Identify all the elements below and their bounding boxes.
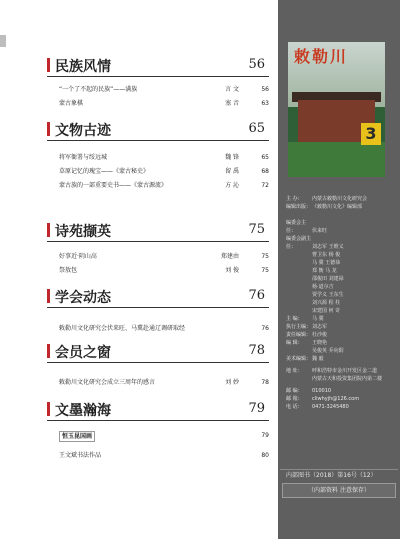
toc-entry[interactable] — [47, 322, 269, 336]
masthead-line — [286, 251, 396, 259]
masthead-value: cliwhyjh@126.com — [312, 396, 360, 402]
entry-title: 敕勒川文化研究会成立三周年的感言 — [59, 379, 156, 386]
entry-page: 63 — [261, 100, 269, 107]
section-page: 76 — [248, 288, 265, 303]
section-header — [47, 221, 269, 242]
section-title: 学会动态 — [55, 290, 111, 306]
entry-page: 80 — [261, 452, 269, 459]
section-header — [47, 342, 269, 363]
masthead-info — [286, 195, 396, 411]
masthead-key: 编 辑： — [286, 340, 303, 346]
masthead-key: 美术编辑： — [286, 356, 312, 362]
entry-author: 言 文 — [225, 86, 239, 93]
section-marker — [47, 223, 50, 237]
masthead-line — [286, 259, 396, 267]
masthead-key: 编委会副主任： — [286, 236, 312, 250]
masthead-key: 电 话： — [286, 404, 303, 410]
masthead-line — [286, 347, 396, 355]
masthead-value: 宋建国 何 奇 — [312, 308, 341, 314]
entry-page: 76 — [261, 325, 269, 332]
entry-title: 好事近·阴山高 — [59, 253, 97, 260]
masthead-line — [286, 275, 396, 283]
section-members — [47, 342, 269, 390]
masthead-value: 曹卫东 杨 俊 — [312, 252, 341, 258]
toc-entry[interactable] — [47, 449, 269, 463]
internal-notice: （内部资料 注意保存） — [282, 483, 396, 498]
masthead-line — [286, 219, 396, 235]
section-page: 56 — [248, 57, 265, 72]
masthead-key: 邮 箱： — [286, 396, 303, 402]
masthead-key: 编辑出版： — [286, 204, 312, 210]
entry-title: 蒙古族的一部重要史书——《蒙古源流》 — [59, 182, 168, 189]
entry-title: 王文斌书法作品 — [59, 452, 102, 459]
entry-title: 草原记忆的瑰宝——《蒙古秘史》 — [59, 168, 150, 175]
section-marker — [47, 402, 50, 416]
entry-page: 75 — [261, 253, 269, 260]
cover-issue-number: 3 — [361, 123, 381, 145]
masthead-line — [286, 315, 396, 323]
section-cultural-relics — [47, 120, 269, 193]
entry-author: 方 沁 — [225, 182, 239, 189]
section-header — [47, 400, 269, 421]
entry-page: 65 — [261, 154, 269, 161]
masthead-value: 《敕勒川文化》编辑部 — [312, 204, 363, 210]
entry-title: 将军衙署与绥远城 — [59, 154, 108, 161]
section-ethnic-customs — [47, 56, 269, 111]
masthead-line — [286, 323, 396, 331]
masthead-line — [286, 367, 396, 375]
masthead-value: 刘志军 — [312, 324, 328, 330]
entry-page: 68 — [261, 168, 269, 175]
masthead-value: 刘志军 王维义 — [312, 244, 344, 250]
section-marker — [47, 58, 50, 72]
masthead-line — [286, 375, 396, 383]
masthead-line — [286, 355, 396, 363]
masthead-line — [286, 387, 396, 395]
masthead-line — [286, 235, 396, 251]
toc-entry[interactable] — [47, 179, 269, 193]
masthead-value: 伏来旺 — [312, 228, 328, 234]
cover-lawn — [288, 142, 385, 177]
masthead-value: 王晓艳 — [312, 340, 328, 346]
masthead-value: 郑 衡 马 龙 — [312, 268, 337, 274]
entry-author: 塞 音 — [225, 100, 239, 107]
entry-title: 蒙古象棋 — [59, 100, 84, 107]
section-title: 诗苑撷英 — [55, 224, 111, 240]
masthead-line — [286, 267, 396, 275]
masthead-value: 马 冀 — [312, 316, 324, 322]
masthead-key: 邮 编： — [286, 388, 303, 394]
section-header — [47, 120, 269, 141]
entry-page: 56 — [261, 86, 269, 93]
masthead-line — [286, 307, 396, 315]
masthead-value: 魏 毅 — [312, 356, 324, 362]
page-edge-marker — [0, 35, 6, 47]
entry-page: 72 — [261, 182, 269, 189]
masthead-line — [286, 203, 396, 211]
masthead-key: 编委会主任： — [286, 220, 307, 234]
masthead-line — [286, 395, 396, 403]
masthead-value: 邵俊田 刘建禄 — [312, 276, 344, 282]
toc-entry[interactable] — [47, 429, 269, 443]
masthead-value: 0471-3245480 — [312, 404, 349, 410]
entry-title: 祭敖包 — [59, 267, 78, 274]
masthead-value: 贾学义 王东生 — [312, 292, 344, 298]
toc-entry[interactable] — [47, 264, 269, 278]
masthead-value: 杜沙俊 — [312, 332, 328, 338]
masthead-key: 责任编辑： — [286, 332, 312, 338]
masthead-value: 010010 — [312, 388, 332, 394]
section-page: 75 — [248, 222, 265, 237]
masthead-line — [286, 299, 396, 307]
section-header — [47, 287, 269, 308]
masthead-value: 马 冀 王德恭 — [312, 260, 341, 266]
toc-entry[interactable] — [47, 376, 269, 390]
section-poetry — [47, 221, 269, 278]
masthead-line — [286, 211, 396, 219]
section-title: 文墨瀚海 — [55, 403, 111, 419]
cover-title: 敕勒川 — [294, 47, 349, 66]
section-page: 79 — [248, 401, 265, 416]
masthead-key: 主 办： — [286, 196, 303, 202]
section-marker — [47, 344, 50, 358]
entry-page: 79 — [261, 432, 269, 439]
cover-image — [288, 42, 385, 177]
masthead-line — [286, 195, 396, 203]
entry-author: 刘 妙 — [225, 379, 239, 386]
section-society-news — [47, 287, 269, 336]
entry-title: “一个了不起的民族”——满族 — [59, 86, 138, 93]
masthead-key: 地 址： — [286, 368, 303, 374]
masthead-value: 杨·道尔吉 — [312, 284, 334, 290]
section-marker — [47, 289, 50, 303]
toc-entry[interactable] — [47, 97, 269, 111]
masthead-value: 内蒙古天和投资集团院内第二楼 — [312, 376, 383, 382]
entry-author: 郑建由 — [220, 253, 239, 260]
section-marker — [47, 122, 50, 136]
masthead-key: 执行主编： — [286, 324, 312, 330]
section-header — [47, 56, 269, 77]
section-page: 78 — [248, 343, 265, 358]
toc-entry[interactable] — [47, 165, 269, 179]
masthead-line — [286, 339, 396, 347]
entry-page: 75 — [261, 267, 269, 274]
entry-title: 恒玉昆国画 — [59, 431, 95, 442]
masthead-value: 刘兴源 程 柱 — [312, 300, 341, 306]
entry-author: 留 禹 — [225, 168, 239, 175]
section-title: 文物古迹 — [55, 123, 111, 139]
entry-author: 刘 俊 — [225, 267, 239, 274]
divider — [280, 469, 398, 470]
entry-page: 78 — [261, 379, 269, 386]
entry-title: 敕勒川文化研究会伏来旺、马冀赴通辽调研取经 — [59, 325, 186, 332]
masthead-line — [286, 331, 396, 339]
section-calligraphy — [47, 400, 269, 463]
entry-author: 魏 锋 — [225, 154, 239, 161]
masthead-line — [286, 291, 396, 299]
masthead-value: 内蒙古敕勒川文化研究会 — [312, 196, 368, 202]
masthead-key: 主 编： — [286, 316, 303, 322]
section-title: 民族风情 — [55, 59, 111, 75]
toc-entry[interactable] — [47, 151, 269, 165]
section-title: 会员之窗 — [55, 345, 111, 361]
masthead-value: 吴俊英 乔向阳 — [312, 348, 344, 354]
section-page: 65 — [248, 121, 265, 136]
toc-entry[interactable] — [47, 83, 269, 97]
masthead-line — [286, 403, 396, 411]
toc-entry[interactable] — [47, 250, 269, 264]
masthead-line — [286, 283, 396, 291]
masthead-value: 呼和浩特市金川开发区金二道 — [312, 368, 378, 374]
publication-permit: 内部图书（2018）第16号（12） — [286, 472, 377, 479]
